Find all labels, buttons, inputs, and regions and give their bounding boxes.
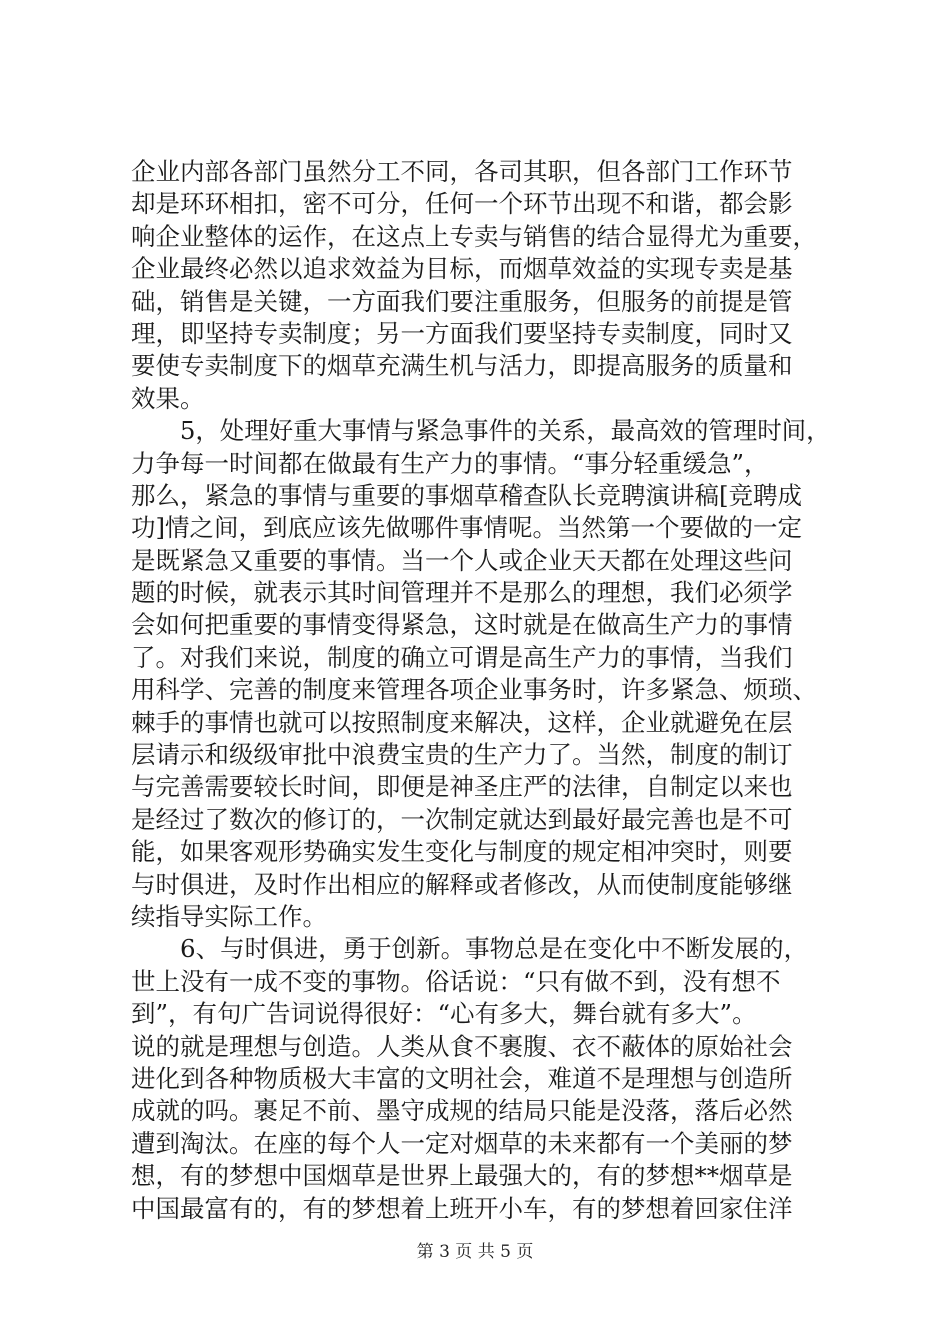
text-line: 是既紧急又重要的事情。当一个人或企业天天都在处理这些问 [131, 545, 793, 575]
page-footer: 第 3 页 共 5 页 [416, 1242, 534, 1262]
text-line: 却是环环相扣，密不可分，任何一个环节出现不和谐，都会影 [131, 189, 793, 219]
text-line: 效果。 [131, 383, 205, 413]
text-line: 企业最终必然以追求效益为目标，而烟草效益的实现专卖是基 [131, 254, 793, 284]
text-line: 理，即坚持专卖制度；另一方面我们要坚持专卖制度，同时又 [131, 318, 793, 348]
text-line: 用科学、完善的制度来管理各项企业事务时，许多紧急、烦琐、 [131, 675, 817, 705]
text-line: 了。对我们来说，制度的确立可谓是高生产力的事情，当我们 [131, 642, 793, 672]
text-line: 世上没有一成不变的事物。俗话说：“只有做不到，没有想不 [131, 966, 781, 996]
text-line: 进化到各种物质极大丰富的文明社会，难道不是理想与创造所 [131, 1063, 793, 1093]
text-line: 6、与时俱进，勇于创新。事物总是在变化中不断发展的， [131, 934, 809, 964]
text-line: 棘手的事情也就可以按照制度来解决，这样，企业就避免在层 [131, 707, 793, 737]
text-line: 成就的吗。裹足不前、墨守成规的结局只能是没落，落后必然 [131, 1096, 793, 1126]
text-line: 企业内部各部门虽然分工不同，各司其职，但各部门工作环节 [131, 157, 793, 186]
text-line: 要使专卖制度下的烟草充满生机与活力，即提高服务的质量和 [131, 351, 793, 381]
text-line: 题的时候，就表示其时间管理并不是那么的理想，我们必须学 [131, 578, 793, 608]
text-line: 说的就是理想与创造。人类从食不裹腹、衣不蔽体的原始社会 [131, 1031, 793, 1061]
text-line: 响企业整体的运作，在这点上专卖与销售的结合显得尤为重要， [131, 221, 817, 251]
body-text [131, 156, 831, 1225]
text-line: 能，如果客观形势确实发生变化与制度的规定相冲突时，则要 [131, 837, 793, 867]
text-line: 层请示和级级审批中浪费宝贵的生产力了。当然，制度的制订 [131, 740, 793, 770]
text-line: 与时俱进，及时作出相应的解释或者修改，从而使制度能够继 [131, 869, 793, 899]
text-line: 与完善需要较长时间，即便是神圣庄严的法律，自制定以来也 [131, 772, 793, 802]
text-line: 会如何把重要的事情变得紧急，这时就是在做高生产力的事情 [131, 610, 793, 640]
text-line: 5，处理好重大事情与紧急事件的关系，最高效的管理时间， [131, 416, 831, 446]
text-line: 力争每一时间都在做最有生产力的事情。“事分轻重缓急”， [131, 448, 769, 478]
text-line: 是经过了数次的修订的，一次制定就达到最好最完善也是不可 [131, 804, 793, 834]
text-line: 想，有的梦想中国烟草是世界上最强大的，有的梦想**烟草是 [131, 1161, 793, 1191]
text-line: 那么，紧急的事情与重要的事烟草稽查队长竞聘演讲稿[竞聘成 [131, 480, 803, 510]
text-line: 中国最富有的，有的梦想着上班开小车，有的梦想着回家住洋 [131, 1193, 793, 1223]
text-line: 础，销售是关键，一方面我们要注重服务，但服务的前提是管 [131, 286, 793, 316]
text-line: 遭到淘汰。在座的每个人一定对烟草的未来都有一个美丽的梦 [131, 1128, 793, 1158]
text-line: 续指导实际工作。 [131, 901, 327, 931]
text-line: 功]情之间，到底应该先做哪件事情呢。当然第一个要做的一定 [131, 513, 803, 543]
text-line: 到”，有句广告词说得很好：“心有多大，舞台就有多大”。 [131, 999, 757, 1029]
